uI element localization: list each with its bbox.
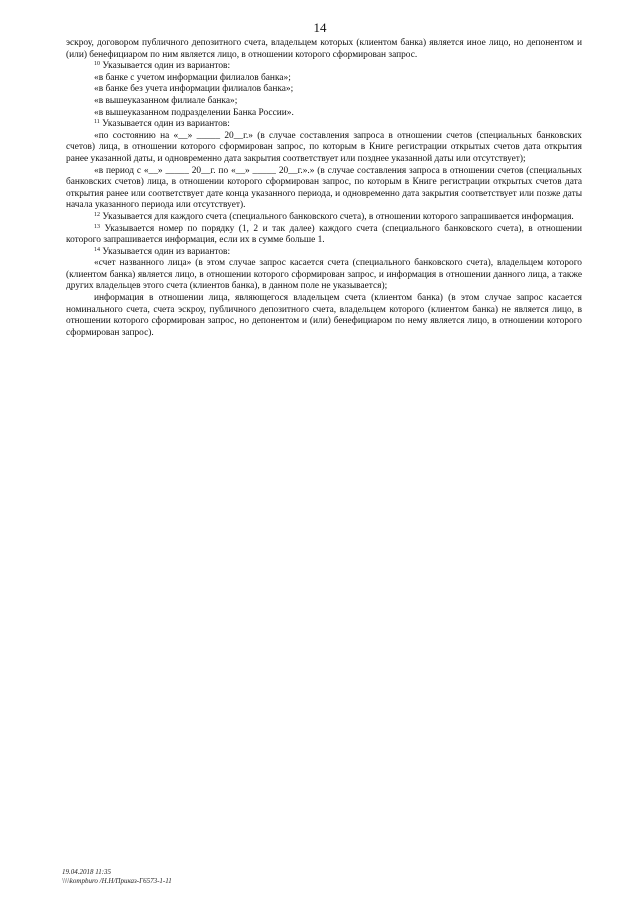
footnote-number: 10 [94, 61, 100, 68]
footnote-text: Указывается номер по порядку (1, 2 и так далее) каждого счета (специального банковского счета), в отношении которого запрашивается информация, если их в сумме больше 1. [66, 223, 582, 246]
footnote-paragraph [66, 247, 582, 259]
footnote-paragraph [66, 224, 582, 247]
footnote-paragraph [66, 119, 582, 131]
footnote-text: Указывается один из вариантов: [102, 61, 231, 72]
footer-file-path: \\\\kompburo /Н.Н/Приказ-Г6573-1-11 [62, 877, 172, 885]
footnote-text: Указывается для каждого счета (специального банковского счета), в отношении которого запрашивается информация. [102, 211, 574, 222]
footnote-paragraph [66, 61, 582, 73]
variant-paragraph: информация в отношении лица, являющегося владельцем счета (клиентом банка) (в этом случае запрос касается номинального счета, счета эскроу, публичного депозитного счета, владельцем которого (клиентом банка) не является лицо, в отношении которого сформирован запрос, но депонентом и (или) бенефициаром по нему является лицо, в отношении которого сформирован запрос). [66, 293, 582, 338]
variant-paragraph: «в банке с учетом информации филиалов банка»; [94, 72, 291, 83]
variant-paragraph: «в банке без учета информации филиалов банка»; [94, 84, 294, 95]
document-footer [62, 868, 172, 886]
variant-paragraph: «по состоянию на «__» _____ 20__г.» (в случае составления запроса в отношении счетов (специальных банковских счетов) лица, в отношении которого сформирован запрос, по которым в Книге регистрации открытых счетов дата открытия ранее указанной даты, и одновременно дата закрытия соответствует или позднее указанной даты или отсутствует); [66, 130, 582, 164]
footnote-paragraph [66, 212, 582, 224]
variant-paragraph: «счет названного лица» (в этом случае запрос касается счета (специального банковского счета), владельцем которого (клиентом банка) является лицо, в отношении которого сформирован запрос, и информация в отношении данного лица, а также других владельцев этого счета (клиентов банка), в данном поле не указывается); [66, 258, 582, 292]
footnote-number: 13 [94, 223, 100, 230]
footnote-text: Указывается один из вариантов: [102, 119, 230, 130]
footnote-number: 14 [94, 246, 100, 253]
variant-paragraph: «в период с «__» _____ 20__г. по «__» _____ 20__г.».» (в случае составления запроса в отношении счетов (специальных банковских счетов) лица, в отношении которого сформирован запрос, по которым в Книге регистрации открытых счетов дата открытия ранее или соответствует дате конца указанного периода, и одновременно дата закрытия соответствует или позже даты начала указанного периода или отсутствует). [66, 165, 582, 211]
footnote-number: 11 [94, 119, 100, 126]
page-number: 14 [313, 20, 327, 35]
body-paragraph: эскроу, договором публичного депозитного счета, владельцем которых (клиентом банка) является иное лицо, но депонентом и (или) бенефициаром по ним является лицо, в отношении которого сформирован запрос. [66, 38, 582, 60]
variant-paragraph: «в вышеуказанном филиале банка»; [94, 95, 238, 106]
document-body [66, 38, 582, 339]
footnote-text: Указывается один из вариантов: [102, 246, 231, 257]
variant-paragraph: «в вышеуказанном подразделении Банка России». [94, 107, 294, 118]
footer-timestamp: 19.04.2018 11:35 [62, 868, 112, 876]
footnote-number: 12 [94, 211, 100, 218]
